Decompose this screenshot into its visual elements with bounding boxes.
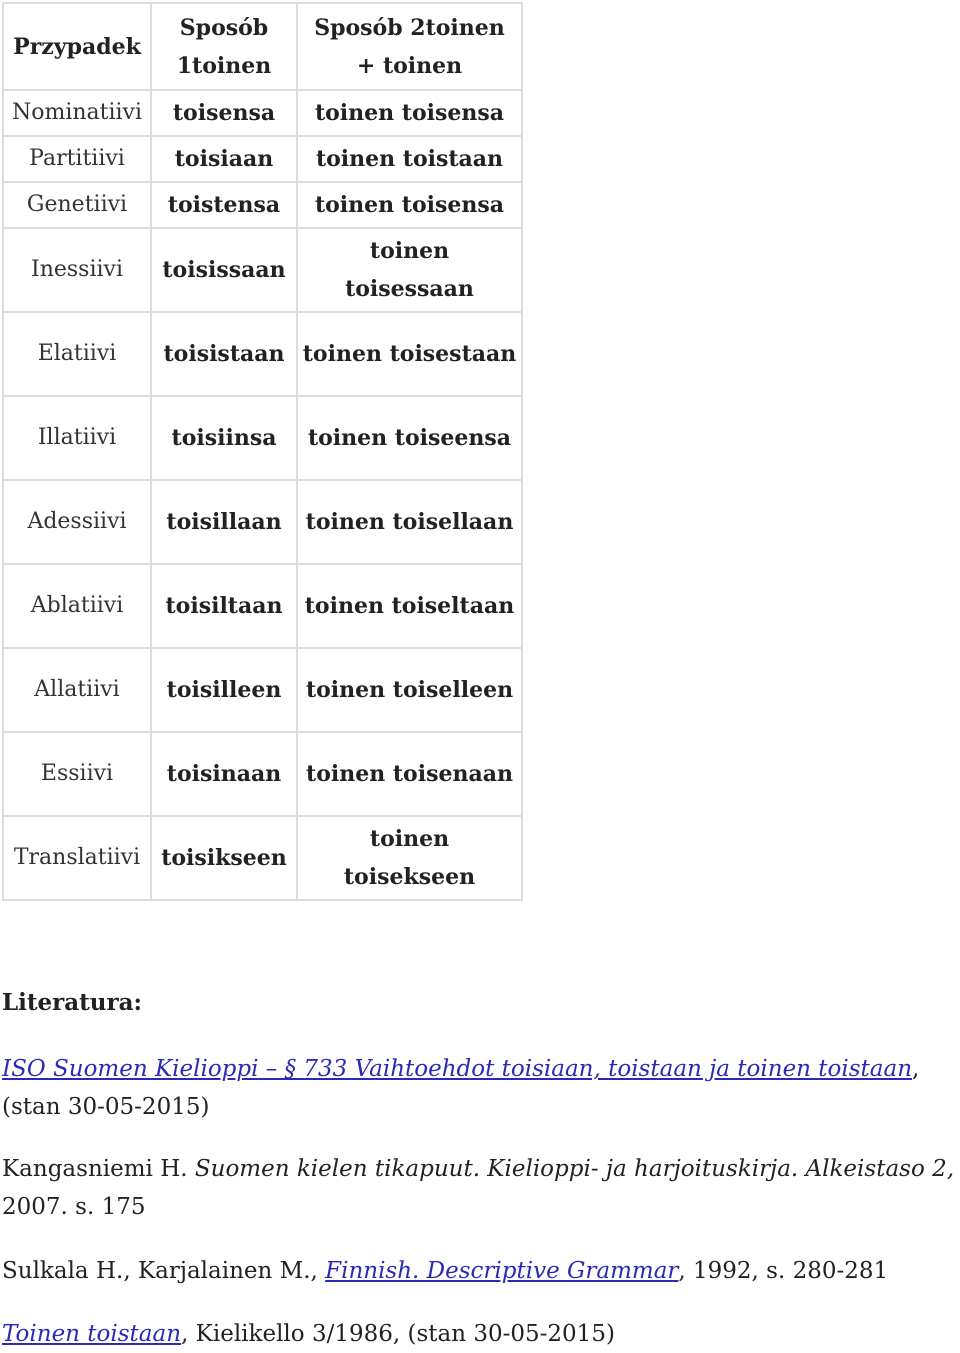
header-way2: Sposób 2toinen + toinen [297, 3, 522, 90]
form2-cell: toinen toiseltaan [297, 564, 522, 648]
form2-cell: toinen toisestaan [297, 312, 522, 396]
table-header-row [3, 3, 522, 90]
reference-kangasniemi-year: 2007. s. 175 [2, 1194, 146, 1220]
form1-cell: toisilleen [151, 648, 297, 732]
form1-cell: toisiinsa [151, 396, 297, 480]
reference-sulkala [2, 1252, 958, 1290]
reference-kangasniemi-title: Suomen kielen tikapuut. Kielioppi- ja harjoituskirja. Alkeistaso 2, [194, 1156, 955, 1182]
reference-sulkala-link[interactable]: Finnish. Descriptive Grammar [325, 1258, 679, 1284]
form2-cell: toinen toiseensa [297, 396, 522, 480]
case-cell: Partitiivi [3, 136, 151, 182]
form1-cell: toisistaan [151, 312, 297, 396]
reference-kangasniemi-author: Kangasniemi H. [2, 1156, 195, 1182]
reference-kielikello-date: , Kielikello 3/1986, (stan 30-05-2015) [181, 1321, 615, 1347]
case-cell: Ablatiivi [3, 564, 151, 648]
form1-cell: toisissaan [151, 228, 297, 312]
form2-cell: toinen toisensa [297, 182, 522, 228]
case-cell: Genetiivi [3, 182, 151, 228]
reference-sulkala-authors: Sulkala H., Karjalainen M., [2, 1258, 326, 1284]
reference-iso [2, 1050, 958, 1126]
table-row [3, 816, 522, 900]
table-row [3, 312, 522, 396]
table-row [3, 228, 522, 312]
form2-cell: toinen toisellaan [297, 480, 522, 564]
table-row [3, 182, 522, 228]
form2-cell: toinen toisessaan [297, 228, 522, 312]
case-cell: Illatiivi [3, 396, 151, 480]
table-row [3, 136, 522, 182]
header-case: Przypadek [3, 3, 151, 90]
case-cell: Essiivi [3, 732, 151, 816]
reference-kielikello [2, 1315, 958, 1353]
header-way1: Sposób 1toinen [151, 3, 297, 90]
form1-cell: toisikseen [151, 816, 297, 900]
table-row [3, 480, 522, 564]
case-table [2, 2, 523, 901]
form2-cell: toinen toisensa [297, 90, 522, 136]
form1-cell: toisiaan [151, 136, 297, 182]
table-row [3, 90, 522, 136]
reference-iso-date: , (stan 30-05-2015) [2, 1056, 920, 1120]
reference-iso-link[interactable]: ISO Suomen Kielioppi – § 733 Vaihtoehdot toisiaan, toistaan ja toinen toistaan [2, 1056, 913, 1082]
form1-cell: toisensa [151, 90, 297, 136]
literature-heading: Literatura: [2, 989, 143, 1016]
case-cell: Inessiivi [3, 228, 151, 312]
case-cell: Adessiivi [3, 480, 151, 564]
table-row [3, 396, 522, 480]
reference-kangasniemi [2, 1150, 958, 1226]
reference-sulkala-pages: , 1992, s. 280-281 [678, 1258, 889, 1284]
form2-cell: toinen toistaan [297, 136, 522, 182]
form2-cell: toinen toiselleen [297, 648, 522, 732]
form1-cell: toisiltaan [151, 564, 297, 648]
case-cell: Translatiivi [3, 816, 151, 900]
form2-cell: toinen toisekseen [297, 816, 522, 900]
reference-kielikello-link[interactable]: Toinen toistaan [2, 1321, 182, 1347]
case-cell: Allatiivi [3, 648, 151, 732]
form2-cell: toinen toisenaan [297, 732, 522, 816]
case-cell: Elatiivi [3, 312, 151, 396]
table-row [3, 732, 522, 816]
table-row [3, 648, 522, 732]
table-row [3, 564, 522, 648]
form1-cell: toistensa [151, 182, 297, 228]
case-cell: Nominatiivi [3, 90, 151, 136]
form1-cell: toisillaan [151, 480, 297, 564]
form1-cell: toisinaan [151, 732, 297, 816]
